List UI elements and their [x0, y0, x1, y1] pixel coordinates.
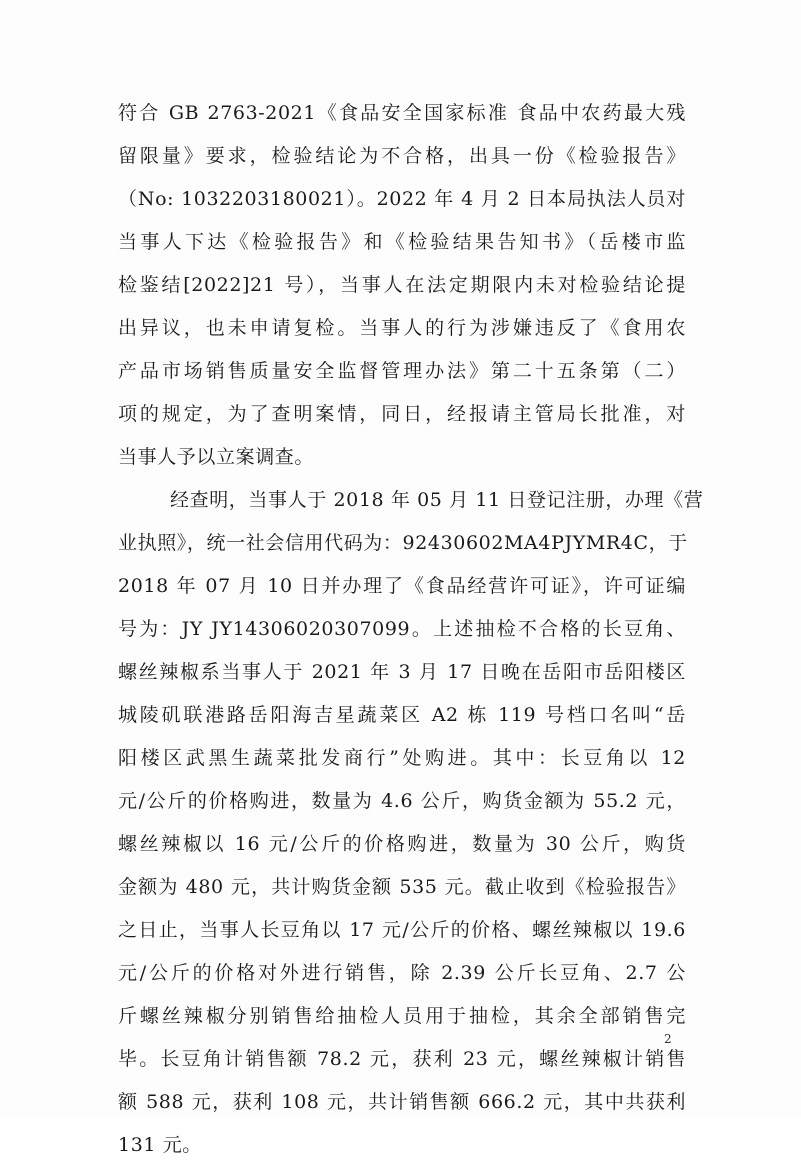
- text-line: 当事人予以立案调查。: [118, 446, 315, 468]
- text-line: 金额为 480 元，共计购货金额 535 元。截止收到《检验报告》: [118, 876, 686, 898]
- text-line: 阳楼区武黑生蔬菜批发商行”处购进。其中：长豆角以 12: [118, 747, 686, 769]
- text-line: 额 588 元，获利 108 元，共计销售额 666.2 元，其中共获利: [118, 1091, 686, 1113]
- text-line: 之日止，当事人长豆角以 17 元/公斤的价格、螺丝辣椒以 19.6: [118, 919, 686, 941]
- text-line: 出异议，也未申请复检。当事人的行为涉嫌违反了《食用农: [118, 317, 686, 339]
- text-line: 经查明，当事人于 2018 年 05 月 11 日登记注册，办理《营: [170, 489, 704, 511]
- text-line: （No: 1032203180021）。2022 年 4 月 2 日本局执法人员对: [118, 188, 686, 210]
- text-line: 业执照》，统一社会信用代码为：92430602MA4PJYMR4C，于: [118, 532, 688, 554]
- text-line: 留限量》要求，检验结论为不合格，出具一份《检验报告》: [118, 145, 686, 167]
- text-line: 螺丝辣椒以 16 元/公斤的价格购进，数量为 30 公斤，购货: [118, 833, 686, 855]
- text-line: 号为：JY JY14306020307099。上述抽检不合格的长豆角、: [118, 618, 686, 640]
- text-line: 螺丝辣椒系当事人于 2021 年 3 月 17 日晚在岳阳市岳阳楼区: [118, 661, 686, 683]
- text-line: 符合 GB 2763-2021《食品安全国家标准 食品中农药最大残: [118, 102, 686, 124]
- text-line: 检鉴结[2022]21 号），当事人在法定期限内未对检验结论提: [118, 274, 686, 296]
- text-line: 2018 年 07 月 10 日并办理了《食品经营许可证》，许可证编: [118, 575, 686, 597]
- text-line: 产品市场销售质量安全监督管理办法》第二十五条第（二）: [118, 360, 686, 382]
- text-line: 斤螺丝辣椒分别销售给抽检人员用于抽检，其余全部销售完: [118, 1005, 686, 1027]
- text-line: 城陵矶联港路岳阳海吉星蔬菜区 A2 栋 119 号档口名叫“岳: [118, 704, 686, 726]
- text-line: 毕。长豆角计销售额 78.2 元，获利 23 元，螺丝辣椒计销售: [118, 1048, 686, 1070]
- document-body: [118, 92, 704, 1167]
- text-line: 项的规定，为了查明案情，同日，经报请主管局长批准，对: [118, 403, 686, 425]
- paragraph-1: [118, 92, 686, 479]
- paragraph-2: [118, 479, 704, 1167]
- text-line: 元/公斤的价格购进，数量为 4.6 公斤，购货金额为 55.2 元，: [118, 790, 686, 812]
- text-line: 131 元。: [118, 1134, 202, 1156]
- text-line: 元/公斤的价格对外进行销售，除 2.39 公斤长豆角、2.7 公: [118, 962, 686, 984]
- text-line: 当事人下达《检验报告》和《检验结果告知书》（岳楼市监: [118, 231, 686, 253]
- page-number: 2: [664, 1032, 672, 1046]
